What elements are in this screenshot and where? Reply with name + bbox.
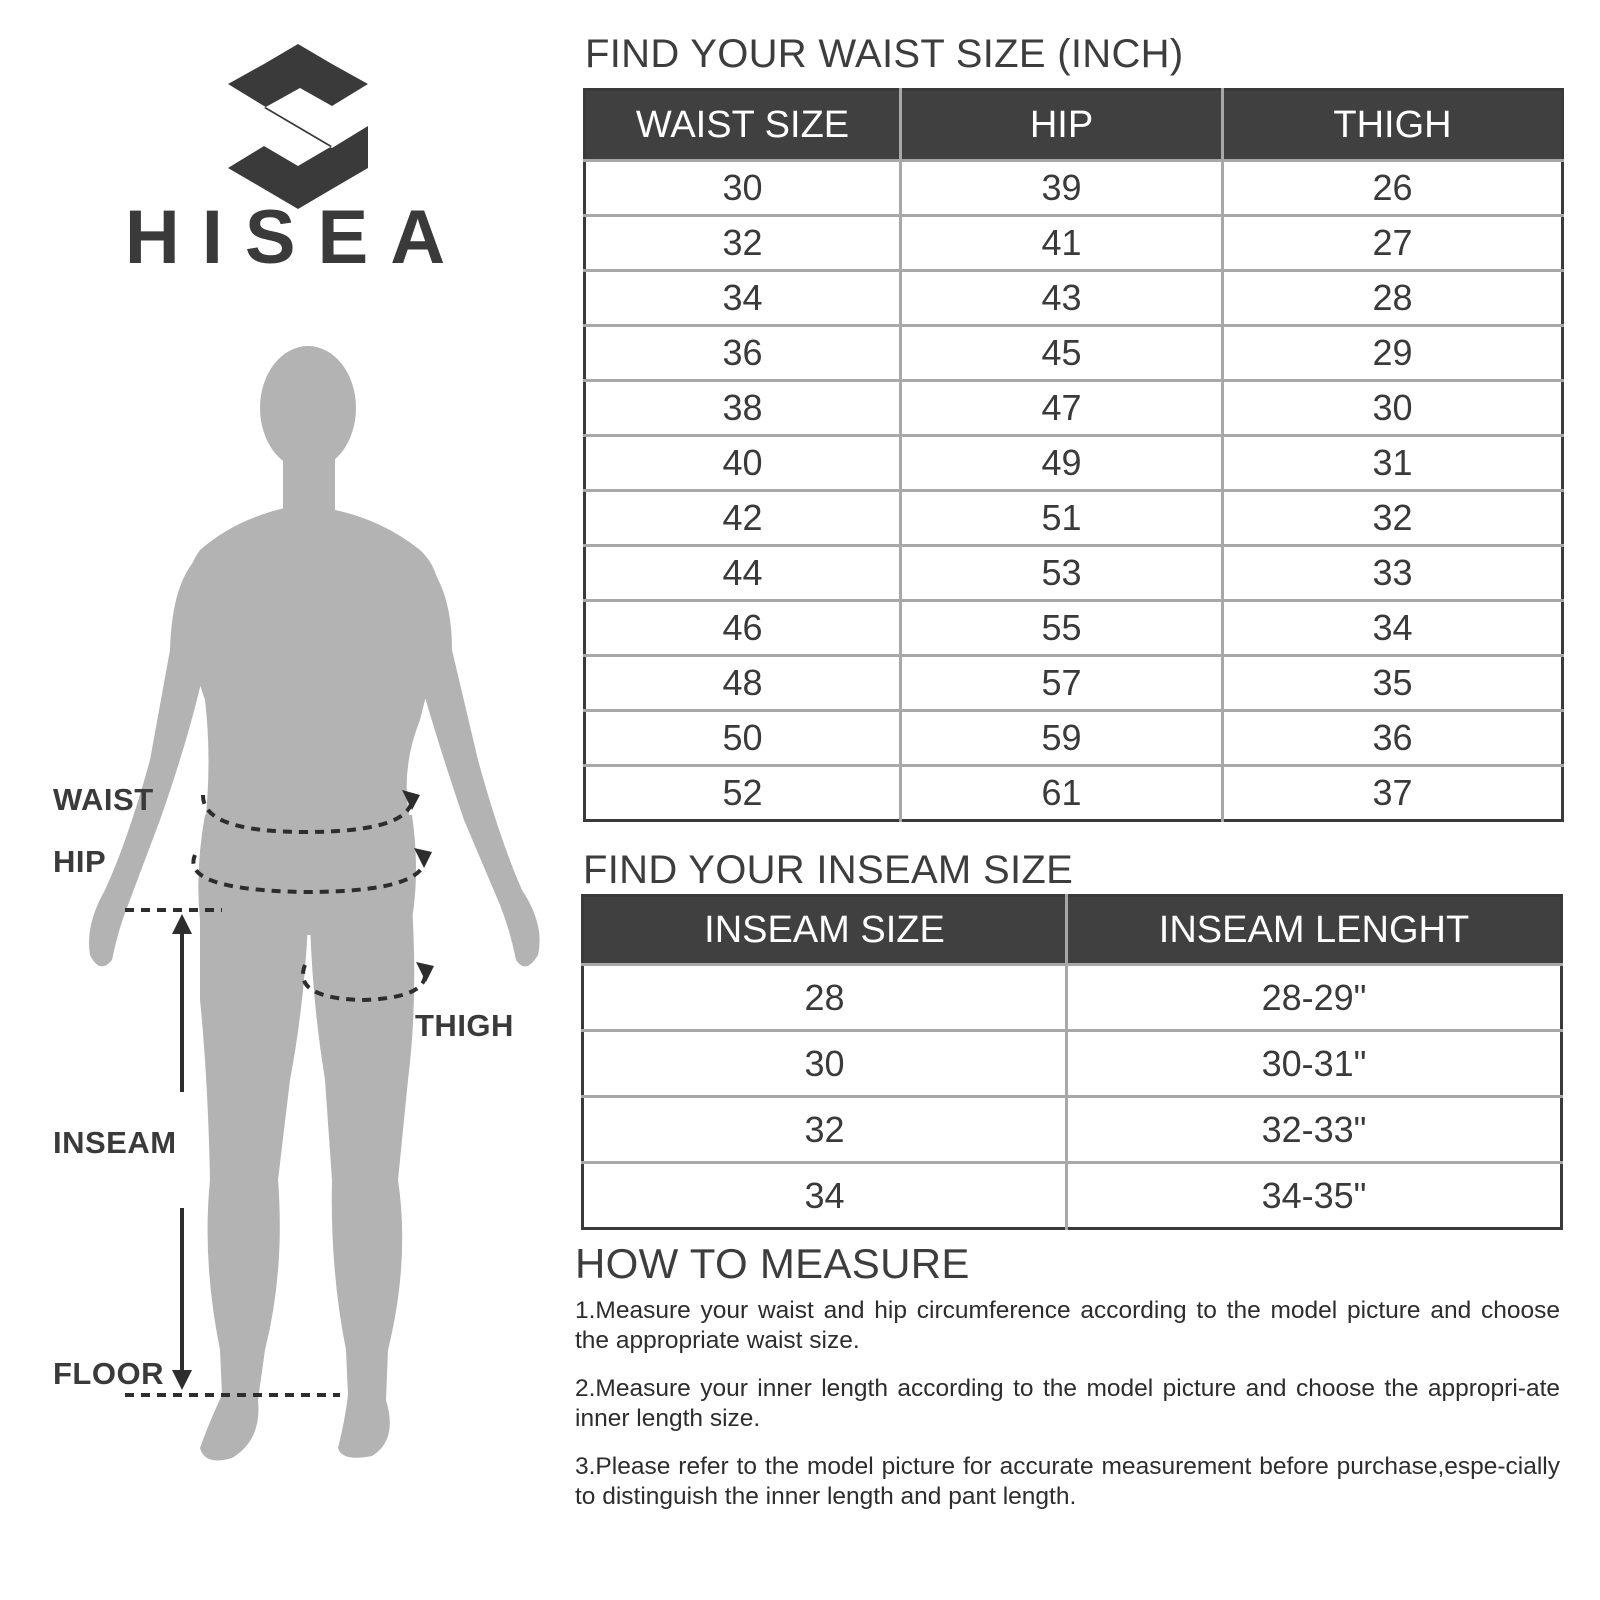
waist-section-title: FIND YOUR WAIST SIZE (INCH): [585, 32, 1184, 76]
table-cell: 55: [901, 601, 1223, 656]
table-cell: 36: [1223, 711, 1563, 766]
table-row: [585, 656, 1563, 711]
brand-name: HISEA: [124, 195, 468, 280]
table-header-row: [585, 90, 1563, 161]
header-hip: HIP: [901, 90, 1223, 161]
table-cell: 53: [901, 546, 1223, 601]
table-cell: 33: [1223, 546, 1563, 601]
table-cell: 49: [901, 436, 1223, 491]
table-row: [585, 601, 1563, 656]
inseam-size-table: [581, 894, 1563, 1230]
how-to-measure-title: HOW TO MEASURE: [575, 1240, 970, 1287]
table-cell: 27: [1223, 216, 1563, 271]
instruction-step-2: 2.Measure your inner length according to the model picture and choose the appropri-ate inner length size.: [575, 1375, 1560, 1432]
table-cell: 51: [901, 491, 1223, 546]
table-row: [583, 965, 1562, 1031]
header-inseam-size: INSEAM SIZE: [583, 896, 1067, 965]
table-cell: 32: [585, 216, 901, 271]
table-cell: 42: [585, 491, 901, 546]
label-inseam: INSEAM: [53, 1125, 177, 1160]
table-cell: 59: [901, 711, 1223, 766]
table-row: [583, 1097, 1562, 1163]
table-cell: 57: [901, 656, 1223, 711]
table-cell: 40: [585, 436, 901, 491]
table-cell: 32: [1223, 491, 1563, 546]
human-silhouette-icon: [89, 346, 540, 1460]
table-cell: 28-29": [1067, 965, 1562, 1031]
table-cell: 41: [901, 216, 1223, 271]
header-inseam-length: INSEAM LENGHT: [1067, 896, 1562, 965]
inseam-section-title: FIND YOUR INSEAM SIZE: [583, 848, 1074, 892]
table-cell: 48: [585, 656, 901, 711]
table-row: [585, 381, 1563, 436]
instruction-step-3: 3.Please refer to the model picture for accurate measurement before purchase,espe-cially to distinguish the inner length and pant length.: [575, 1453, 1560, 1510]
waist-size-table: [583, 88, 1564, 822]
table-row: [585, 766, 1563, 821]
table-row: [585, 711, 1563, 766]
table-cell: 26: [1223, 161, 1563, 216]
table-cell: 32: [583, 1097, 1067, 1163]
table-header-row: [583, 896, 1562, 965]
table-cell: 47: [901, 381, 1223, 436]
table-cell: 28: [583, 965, 1067, 1031]
table-cell: 46: [585, 601, 901, 656]
header-thigh: THIGH: [1223, 90, 1563, 161]
table-cell: 52: [585, 766, 901, 821]
table-cell: 30: [1223, 381, 1563, 436]
table-cell: 35: [1223, 656, 1563, 711]
table-cell: 30: [585, 161, 901, 216]
table-cell: 37: [1223, 766, 1563, 821]
table-row: [583, 1163, 1562, 1229]
table-cell: 34: [1223, 601, 1563, 656]
header-waist-size: WAIST SIZE: [585, 90, 901, 161]
table-cell: 30: [583, 1031, 1067, 1097]
table-cell: 38: [585, 381, 901, 436]
table-row: [585, 436, 1563, 491]
table-cell: 32-33": [1067, 1097, 1562, 1163]
table-row: [585, 326, 1563, 381]
body-measurement-figure: [40, 340, 560, 1480]
hisea-s-logo-icon: [228, 44, 368, 209]
label-waist: WAIST: [53, 782, 154, 817]
table-cell: 31: [1223, 436, 1563, 491]
label-hip: HIP: [53, 844, 107, 879]
table-cell: 39: [901, 161, 1223, 216]
table-cell: 34: [585, 271, 901, 326]
table-cell: 30-31": [1067, 1031, 1562, 1097]
table-cell: 28: [1223, 271, 1563, 326]
table-row: [585, 216, 1563, 271]
table-row: [585, 546, 1563, 601]
label-floor: FLOOR: [53, 1356, 164, 1391]
table-row: [585, 491, 1563, 546]
table-cell: 29: [1223, 326, 1563, 381]
table-cell: 34-35": [1067, 1163, 1562, 1229]
table-row: [585, 161, 1563, 216]
table-cell: 44: [585, 546, 901, 601]
table-cell: 45: [901, 326, 1223, 381]
table-cell: 50: [585, 711, 901, 766]
instruction-step-1: 1.Measure your waist and hip circumference according to the model picture and choose the appropriate waist size.: [575, 1297, 1560, 1354]
table-cell: 36: [585, 326, 901, 381]
table-row: [585, 271, 1563, 326]
label-thigh: THIGH: [415, 1008, 514, 1043]
table-cell: 34: [583, 1163, 1067, 1229]
brand-logo: [100, 40, 500, 280]
table-cell: 61: [901, 766, 1223, 821]
table-cell: 43: [901, 271, 1223, 326]
table-row: [583, 1031, 1562, 1097]
